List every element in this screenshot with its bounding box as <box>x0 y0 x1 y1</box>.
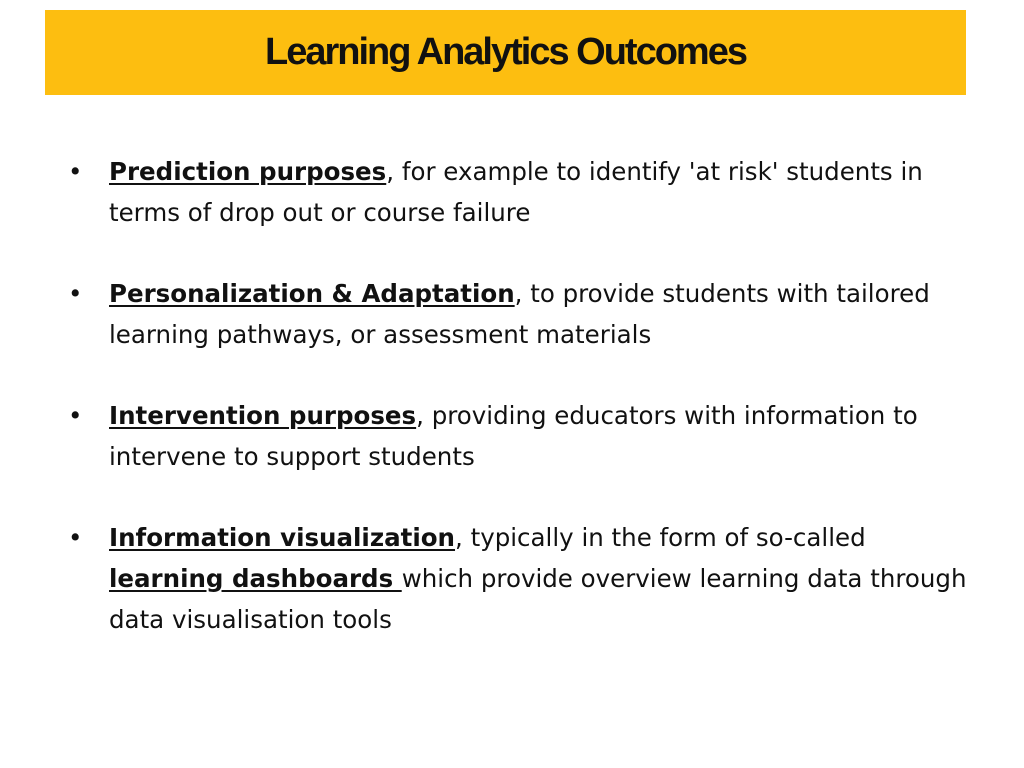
bullet-item-personalization <box>68 273 968 355</box>
bullet-text: , to provide students with tailored learning pathways, or assessment materials <box>109 279 930 349</box>
bullet-item-prediction <box>68 151 968 233</box>
bullet-dot-icon: • <box>68 157 83 186</box>
bullet-item-visualization <box>68 517 968 640</box>
bullet-list <box>68 151 968 680</box>
bullet-dot-icon: • <box>68 523 83 552</box>
bullet-text-secondary: which provide overview learning data through data visualisation tools <box>109 564 967 634</box>
bullet-item-intervention <box>68 395 968 477</box>
bullet-term: Prediction purposes <box>109 157 387 186</box>
bullet-text: , for example to identify 'at risk' students in terms of drop out or course failure <box>109 157 923 227</box>
bullet-term-secondary: learning dashboards <box>109 564 402 593</box>
bullet-text: , providing educators with information to intervene to support students <box>109 401 918 471</box>
slide-title: Learning Analytics Outcomes <box>265 31 746 73</box>
bullet-term: Personalization & Adaptation <box>109 279 515 308</box>
title-banner <box>45 10 966 95</box>
bullet-text: , typically in the form of so-called <box>455 523 866 552</box>
bullet-term: Intervention purposes <box>109 401 417 430</box>
bullet-term: Information visualization <box>109 523 456 552</box>
bullet-dot-icon: • <box>68 279 83 308</box>
bullet-dot-icon: • <box>68 401 83 430</box>
